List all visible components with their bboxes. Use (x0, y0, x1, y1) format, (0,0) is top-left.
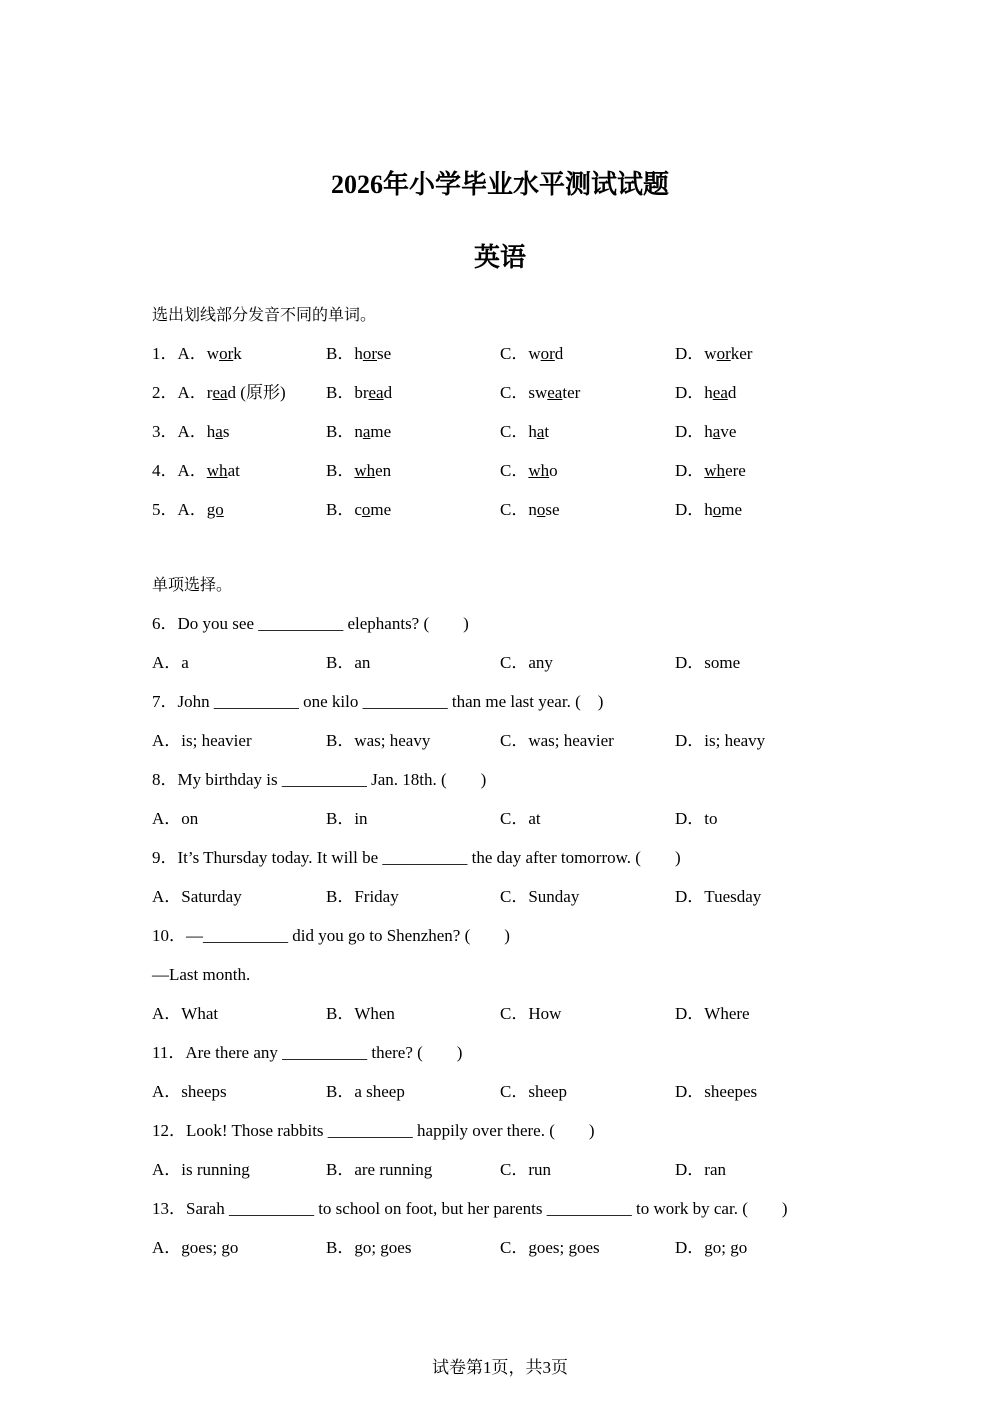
word-part: at (227, 461, 240, 480)
word-part: ere (725, 461, 746, 480)
underlined-letters: o (361, 500, 371, 519)
question-number: 1． (152, 344, 178, 363)
underlined-letters: or (362, 344, 378, 363)
answer-option: C．goes; goes (500, 1238, 600, 1257)
word-part: se (377, 344, 392, 363)
question-number: 5． (152, 500, 178, 519)
answer-option (500, 373, 580, 412)
underlined-letters: a (362, 422, 371, 441)
underlined-letters: ea (712, 383, 728, 402)
underlined-letters: ea (547, 383, 563, 402)
underlined-letters: ea (368, 383, 384, 402)
answer-option (326, 451, 391, 490)
answer-option: C．sheep (500, 1082, 568, 1101)
underlined-letters: a (215, 422, 223, 441)
option-label: D． (675, 344, 705, 363)
options-row (152, 877, 852, 916)
question-stem: 12．Look! Those rabbits __________ happily over there. ( ) (152, 1121, 595, 1140)
word-part: me (721, 500, 743, 519)
underlined-letters: a (536, 422, 545, 441)
section-gap (152, 529, 852, 565)
underlined-letters: wh (528, 461, 550, 480)
answer-option: C．at (500, 809, 541, 828)
answer-option: C．run (500, 1160, 551, 1179)
word-part: s (222, 422, 230, 441)
word-part: w (704, 344, 717, 363)
answer-option: D．to (675, 809, 718, 828)
question-stem: 13．Sarah __________ to school on foot, but her parents __________ to work by car. ( ) (152, 1199, 788, 1218)
option-label: D． (675, 422, 705, 441)
word-part: d (727, 383, 737, 402)
option-label: C． (500, 344, 529, 363)
word-part: n (354, 422, 363, 441)
option-label: B． (326, 500, 355, 519)
word-part: h (704, 383, 713, 402)
option-label: D． (675, 461, 705, 480)
word-part: ker (730, 344, 753, 363)
answer-option: A．goes; go (152, 1238, 239, 1257)
option-label: A． (177, 422, 207, 441)
word-part: h (704, 500, 713, 519)
word-part: d (554, 344, 564, 363)
options-row (152, 1150, 852, 1189)
exam-content (152, 295, 852, 1267)
options-row (152, 721, 852, 760)
answer-option (500, 451, 558, 490)
option-label: C． (500, 422, 529, 441)
option-label: A． (177, 461, 207, 480)
answer-option: B．Friday (326, 887, 399, 906)
word-part: h (528, 422, 537, 441)
options-row (152, 799, 852, 838)
answer-option: D．go; go (675, 1238, 748, 1257)
page-footer: 试卷第1页，共3页 (432, 1358, 568, 1377)
answer-option: A．sheeps (152, 1082, 227, 1101)
answer-option: A．a (152, 653, 189, 672)
option-label: D． (675, 383, 705, 402)
answer-option (675, 490, 742, 529)
question-row (152, 334, 852, 373)
question-stem: 9．It’s Thursday today. It will be __________ the day after tomorrow. ( ) (152, 848, 681, 867)
word-part: sw (528, 383, 548, 402)
question-number: 3． (152, 422, 178, 441)
question-row (152, 451, 852, 490)
options-row (152, 994, 852, 1033)
word-part: me (370, 500, 392, 519)
question-row (152, 490, 852, 529)
question-stem: 8．My birthday is __________ Jan. 18th. ( ) (152, 770, 487, 789)
answer-option (152, 373, 286, 412)
word-part: k (233, 344, 242, 363)
answer-option: B．an (326, 653, 371, 672)
answer-option: D．ran (675, 1160, 726, 1179)
answer-option (675, 373, 736, 412)
answer-option (675, 334, 752, 373)
answer-option: D．is; heavy (675, 731, 766, 750)
question-number: 2． (152, 383, 178, 402)
option-label: C． (500, 461, 529, 480)
word-part: ter (562, 383, 581, 402)
options-row (152, 1228, 852, 1267)
underlined-letters: wh (704, 461, 726, 480)
word-part: br (354, 383, 369, 402)
answer-option: A．Saturday (152, 887, 242, 906)
underlined-letters: wh (354, 461, 376, 480)
answer-option: B．When (326, 1004, 395, 1023)
answer-option (500, 490, 560, 529)
section1-questions (152, 334, 852, 529)
question-stem: 11．Are there any __________ there? ( ) (152, 1043, 463, 1062)
answer-option: C．How (500, 1004, 562, 1023)
option-label: A． (177, 500, 207, 519)
underlined-letters: a (712, 422, 721, 441)
question-row (152, 373, 852, 412)
options-row (152, 1072, 852, 1111)
options-row (152, 643, 852, 682)
word-part: h (704, 422, 713, 441)
word-part: h (354, 344, 363, 363)
answer-option: A．is; heavier (152, 731, 252, 750)
answer-option (675, 412, 736, 451)
underlined-letters: o (536, 500, 546, 519)
word-part: r (206, 383, 213, 402)
answer-option: B．go; goes (326, 1238, 412, 1257)
answer-option: D．some (675, 653, 741, 672)
option-label: C． (500, 500, 529, 519)
dialogue-answer: —Last month. (152, 965, 251, 984)
answer-option: C．was; heavier (500, 731, 614, 750)
word-part: d (原形) (227, 383, 286, 402)
question-stem: 10．—__________ did you go to Shenzhen? ( ) (152, 926, 510, 945)
option-label: A． (177, 344, 207, 363)
word-part: me (370, 422, 392, 441)
underlined-letters: o (712, 500, 722, 519)
answer-option: D．Tuesday (675, 887, 762, 906)
word-part: en (375, 461, 392, 480)
answer-option (326, 412, 391, 451)
underlined-letters: go (206, 500, 224, 519)
word-part: c (354, 500, 362, 519)
question-row (152, 412, 852, 451)
underlined-letters: ea (212, 383, 228, 402)
answer-option: B．in (326, 809, 368, 828)
answer-option (500, 334, 563, 373)
answer-option: B．are running (326, 1160, 433, 1179)
answer-option: C．Sunday (500, 887, 580, 906)
option-label: C． (500, 383, 529, 402)
answer-option: D．sheepes (675, 1082, 758, 1101)
word-part: w (528, 344, 541, 363)
subject-title: 英语 (473, 243, 526, 272)
underlined-letters: wh (206, 461, 228, 480)
answer-option: A．What (152, 1004, 219, 1023)
section2-instruction: 单项选择。 (152, 575, 233, 594)
word-part: ve (720, 422, 737, 441)
underlined-letters: or (540, 344, 555, 363)
answer-option (500, 412, 549, 451)
question-stem: 7．John __________ one kilo __________ than me last year. ( ) (152, 692, 604, 711)
underlined-letters: or (716, 344, 731, 363)
word-part: n (528, 500, 537, 519)
answer-option: D．Where (675, 1004, 750, 1023)
answer-option: B．was; heavy (326, 731, 431, 750)
word-part: se (545, 500, 560, 519)
answer-option: A．is running (152, 1160, 250, 1179)
underlined-letters: or (219, 344, 234, 363)
word-part: h (206, 422, 216, 441)
answer-option (152, 334, 242, 373)
question-number: 4． (152, 461, 178, 480)
section2-questions (152, 604, 852, 1267)
word-part: t (544, 422, 550, 441)
option-label: D． (675, 500, 705, 519)
answer-option: C．any (500, 653, 553, 672)
word-part: o (549, 461, 558, 480)
word-part: d (383, 383, 393, 402)
option-label: B． (326, 344, 355, 363)
answer-option (152, 490, 324, 529)
section1-instruction: 选出划线部分发音不同的单词。 (152, 305, 377, 324)
answer-option (326, 373, 392, 412)
option-label: A． (177, 383, 207, 402)
option-label: B． (326, 422, 355, 441)
question-stem: 6．Do you see __________ elephants? ( ) (152, 614, 469, 633)
word-part: w (206, 344, 220, 363)
option-label: B． (326, 383, 355, 402)
exam-title: 2026年小学毕业水平测试试题 (330, 170, 669, 199)
answer-option (675, 451, 746, 490)
answer-option (326, 490, 391, 529)
answer-option: B．a sheep (326, 1082, 405, 1101)
answer-option (326, 334, 391, 373)
answer-option: A．on (152, 809, 199, 828)
option-label: B． (326, 461, 355, 480)
answer-option (152, 412, 229, 451)
answer-option (152, 451, 240, 490)
